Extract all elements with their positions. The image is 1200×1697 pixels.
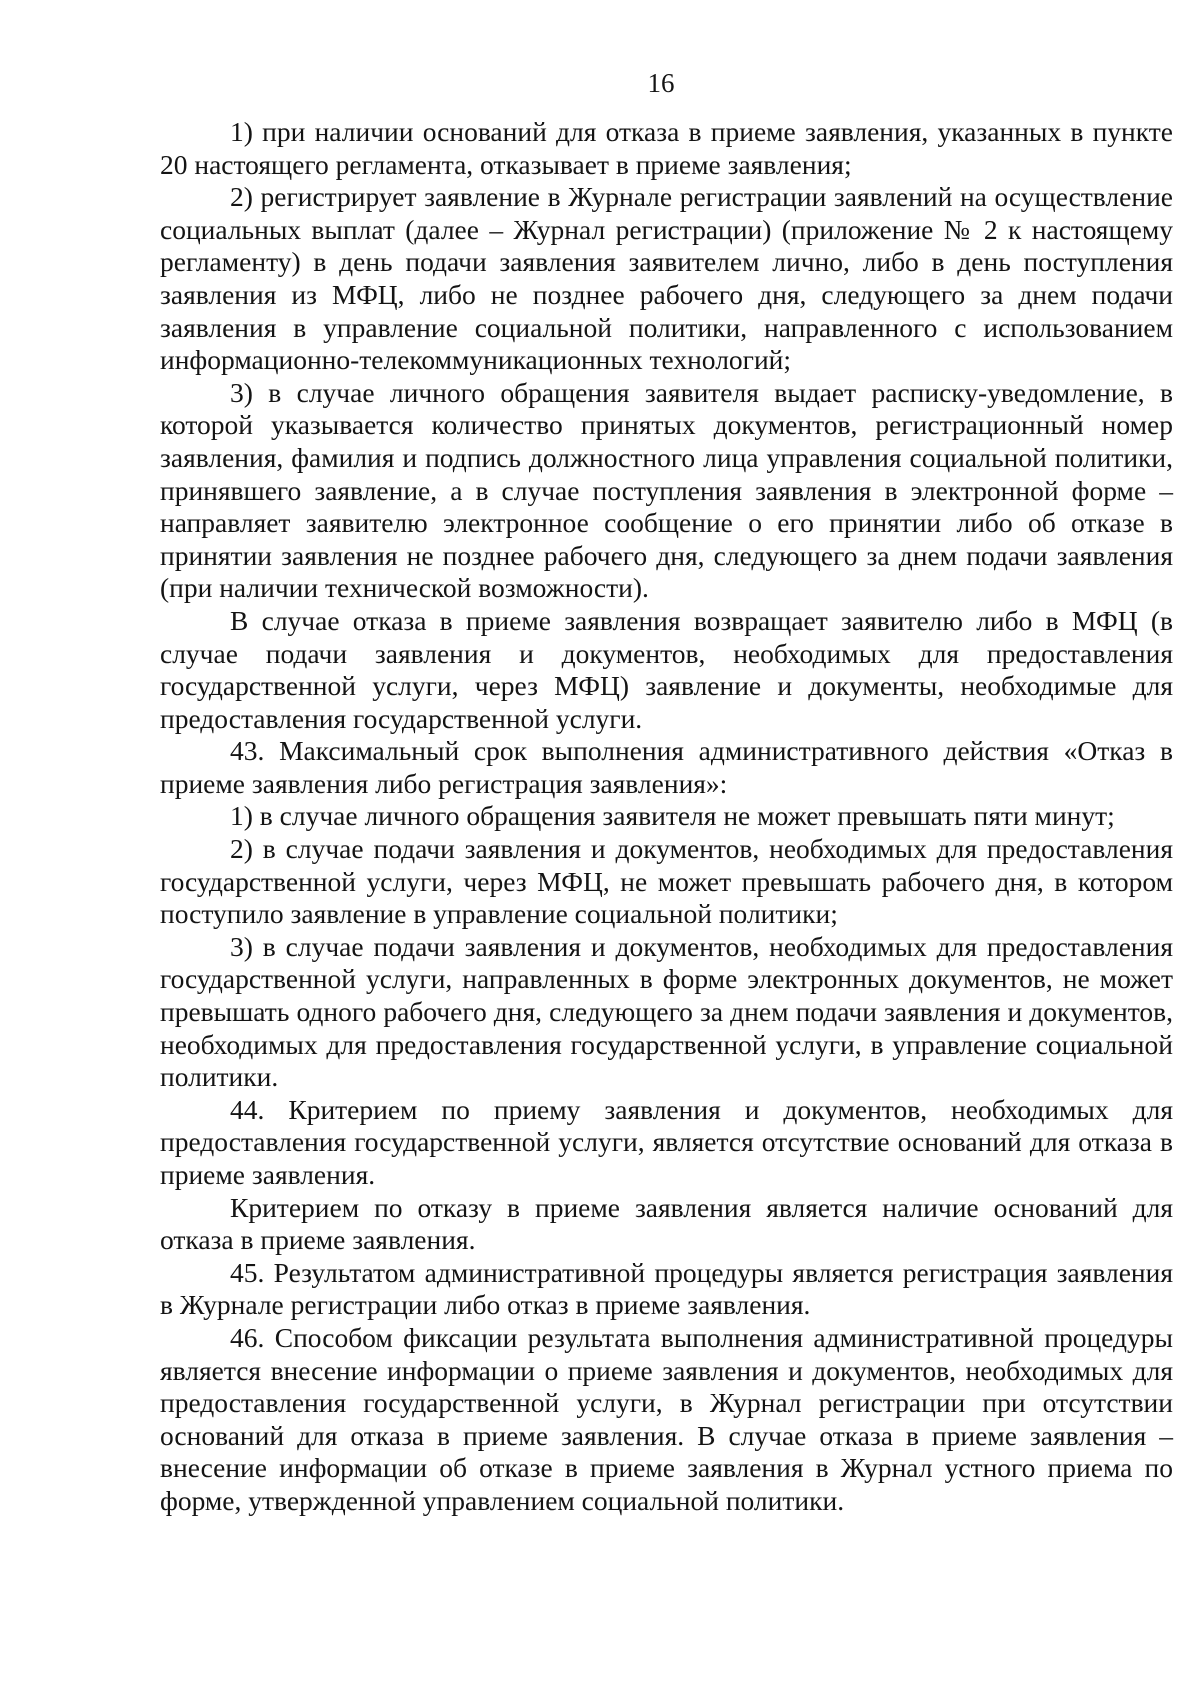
paragraph-clause-45: 45. Результатом административной процедуры является регистрация заявления в Журнале регистрации либо отказ в приеме заявления.	[160, 1256, 1173, 1321]
paragraph-return-documents: В случае отказа в приеме заявления возвращает заявителю либо в МФЦ (в случае подачи заявления и документов, необходимых для предоставления государственной услуги, через МФЦ) заявление и документы, необходимые для предоставления государственной услуги.	[160, 604, 1173, 734]
document-body	[160, 116, 1173, 1518]
paragraph-item-2-registration: 2) регистрирует заявление в Журнале регистрации заявлений на осуществление социальных выплат (далее – Журнал регистрации) (приложение № 2 к настоящему регламенту) в день подачи заявления заявителем лично, либо в день поступления заявления из МФЦ, либо не позднее рабочего дня, следующего за днем подачи заявления в управление социальной политики, направленного с использованием информационно-телекоммуникационных технологий;	[160, 181, 1173, 376]
paragraph-43-item-2: 2) в случае подачи заявления и документов, необходимых для предоставления государственной услуги, через МФЦ, не может превышать рабочего дня, в котором поступило заявление в управление социальной политики;	[160, 833, 1173, 930]
paragraph-refusal-criterion: Критерием по отказу в приеме заявления является наличие оснований для отказа в приеме заявления.	[160, 1191, 1173, 1256]
paragraph-clause-44: 44. Критерием по приему заявления и документов, необходимых для предоставления государственной услуги, является отсутствие оснований для отказа в приеме заявления.	[160, 1093, 1173, 1190]
paragraph-43-item-3: 3) в случае подачи заявления и документов, необходимых для предоставления государственной услуги, направленных в форме электронных документов, не может превышать одного рабочего дня, следующего за днем подачи заявления и документов, необходимых для предоставления государственной услуги, в управление социальной политики.	[160, 930, 1173, 1093]
page-number: 16	[647, 68, 675, 98]
paragraph-clause-46: 46. Способом фиксации результата выполнения административной процедуры является внесение информации о приеме заявления и документов, необходимых для предоставления государственной услуги, в Журнал регистрации при отсутствии оснований для отказа в приеме заявления. В случае отказа в приеме заявления – внесение информации об отказе в приеме заявления в Журнал устного приема по форме, утвержденной управлением социальной политики.	[160, 1321, 1173, 1516]
paragraph-item-1-refusal: 1) при наличии оснований для отказа в приеме заявления, указанных в пункте 20 настоящего регламента, отказывает в приеме заявления;	[160, 116, 1173, 180]
paragraph-item-3-receipt: 3) в случае личного обращения заявителя выдает расписку-уведомление, в которой указывается количество принятых документов, регистрационный номер заявления, фамилия и подпись должностного лица управления социальной политики, принявшего заявление, а в случае поступления заявления в электронной форме – направляет заявителю электронное сообщение о его принятии либо об отказе в принятии заявления не позднее рабочего дня, следующего за днем подачи заявления (при наличии технической возможности).	[160, 376, 1173, 604]
paragraph-43-item-1: 1) в случае личного обращения заявителя не может превышать пяти минут;	[230, 800, 1115, 832]
paragraph-clause-43: 43. Максимальный срок выполнения административного действия «Отказ в приеме заявления либо регистрация заявления»:	[160, 735, 1173, 799]
